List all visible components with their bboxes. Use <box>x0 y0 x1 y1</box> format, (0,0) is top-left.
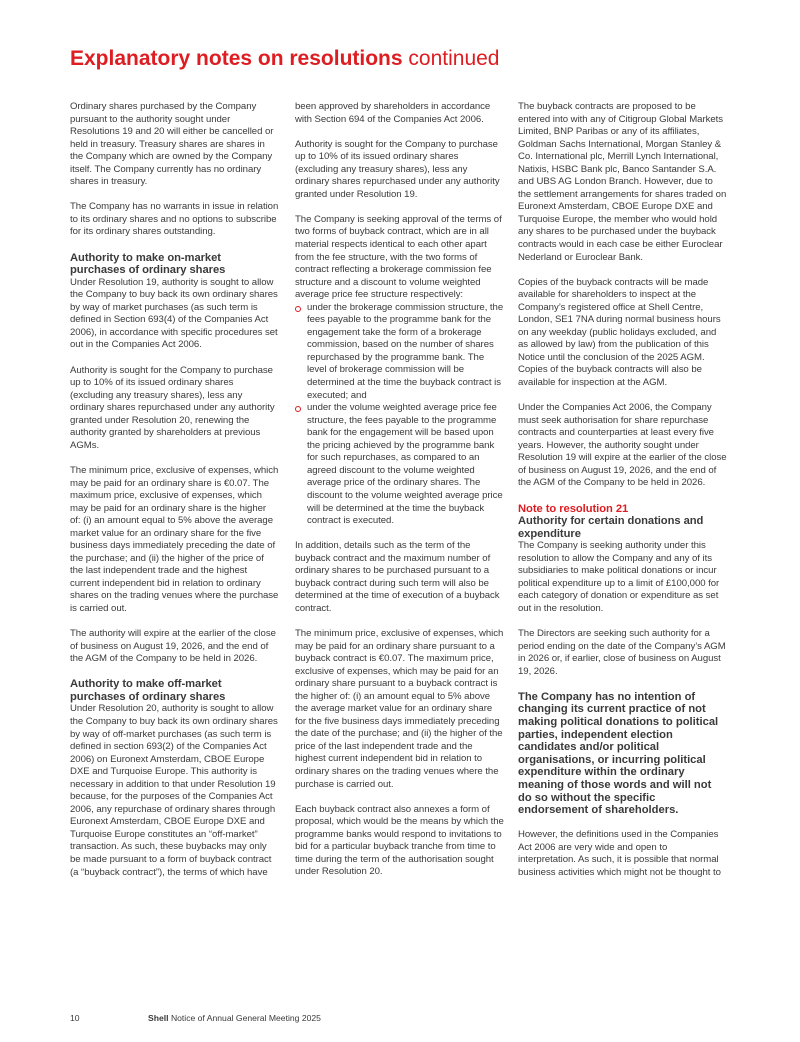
column-3 <box>518 101 727 880</box>
page-title-continued: continued <box>408 47 500 70</box>
page-number: 10 <box>70 1013 80 1023</box>
footer-title <box>148 1012 321 1024</box>
paragraph: Copies of the buyback contracts will be made available for shareholders to inspect at the Company’s registered office at Shell Centre, London, SE1 7NA during normal business hours on any weekday (public holidays excluded, and as allowed by law) from the publication of this Notice until the conclusion of the 2025 AGM. Copies of the buyback contracts will also be available for inspection at the AGM. <box>518 276 721 389</box>
section-heading-off-market: Authority to make off-market purchases of ordinary shares <box>70 678 226 703</box>
list-item-text: under the brokerage commission structure, the fees payable to the programme bank for the engagement take the form of a brokerage commission, based on the number of shares repurchased by the programme bank. The level of brokerage commission will be determined at the time the buyback contract is executed; and <box>307 301 504 401</box>
fee-structure-list <box>295 302 504 528</box>
emphasis-statement: The Company has no intention of changing its current practice of not making political donations to political parties, independent election candidates and/or political organisations, or incurring political expenditure within the ordinary meaning of those words and will not do so without the specific endorsement of shareholders. <box>518 690 719 817</box>
paragraph: The Directors are seeking such authority for a period ending on the date of the Company’s AGM in 2026 or, if earlier, close of business on August 19, 2026. <box>518 628 726 677</box>
page-footer <box>70 1012 730 1024</box>
section-heading-on-market: Authority to make on-market purchases of ordinary shares <box>70 251 226 277</box>
paragraph: In addition, details such as the term of the buyback contract and the maximum number of ordinary shares to be purchased pursuant to a buyback contract during such term will also be determined at the time of execution of a buyback contract. <box>295 540 500 614</box>
list-item <box>295 402 504 527</box>
paragraph: The buyback contracts are proposed to be entered into with any of Citigroup Global Markets Limited, BNP Paribas or any of its affiliates, Goldman Sachs International, Morgan Stanley & Co. International plc, Merrill Lynch International, Natixis, HSBC Bank plc, Banco Santander S.A. and UBS AG London Branch. However, due to the settlement arrangements for shares traded on Euronext Amsterdam, CBOE Europe DXE and Turquoise Europe, the member who would hold any shares to be purchased under the buyback contracts would in each case be either Euroclear Nederland or Euroclear Bank. <box>518 101 727 263</box>
paragraph: been approved by shareholders in accordance with Section 694 of the Companies Act 2006. <box>295 101 491 125</box>
circle-bullet-icon <box>295 406 301 412</box>
paragraph: Each buyback contract also annexes a form of proposal, which would be the means by which the programme banks would respond to invitations to bid for a particular buyback tranche from time to time during the term of the authorisation sought under Resolution 20. <box>295 803 504 878</box>
paragraph: The minimum price, exclusive of expenses, which may be paid for an ordinary share pursuant to a buyback contract is €0.07. The maximum price, exclusive of expenses, which may be paid for an ordinary share pursuant to a buyback contract is the higher of: (i) an amount equal to 5% above the average market value for an ordinary share for the five business days immediately preceding the date of the purchase; and (ii) the higher of the price of the last independent trade and the highest current independent bid in relation to ordinary shares on the trading venues where the purchase is carried out. <box>295 627 504 790</box>
paragraph: Under Resolution 19, authority is sought to allow the Company to buy back its own ordinary shares by way of market purchases (as such term is defined in Section 693(4) of the Companies Act 2006), in accordance with specific procedures set out in the Companies Act 2006. <box>70 276 278 351</box>
paragraph: The authority will expire at the earlier of the close of business on August 19, 2026, and the end of the AGM of the Company to be held in 2026. <box>70 628 276 665</box>
page-title-main: Explanatory notes on resolutions <box>70 47 403 70</box>
column-2 <box>295 101 504 879</box>
page-title <box>70 46 499 72</box>
note-label: Note to resolution 21 <box>518 502 629 515</box>
paragraph: The Company has no warrants in issue in relation to its ordinary shares and no options to subscribe for its ordinary shares outstanding. <box>70 201 279 238</box>
list-item-text: under the volume weighted average price fee structure, the fees payable to the programme bank for the engagement will be based upon the pricing achieved by the programme bank for such repurchases, as compared to an agreed discount to the volume weighted average price of the ordinary shares. The discount to the volume weighted average price will be determined at the time the buyback contract is executed. <box>307 402 503 527</box>
footer-doc-title: Notice of Annual General Meeting 2025 <box>170 1013 321 1023</box>
paragraph: The Company is seeking approval of the terms of two forms of buyback contract, which are in all material respects identical to each other apart from the fee structure, with the two forms of contract reflecting a brokerage commission fee structure and a discount to volume weighted average price fee structure respectively: <box>295 213 502 301</box>
paragraph: However, the definitions used in the Companies Act 2006 are very wide and open to interpretation. As such, it is possible that normal business activities which might not be thought to <box>518 829 721 878</box>
paragraph: The minimum price, exclusive of expenses, which may be paid for an ordinary share is €0.07. The maximum price, exclusive of expenses, which may be paid for an ordinary share is the higher of: (i) an amount equal to 5% above the average market value for an ordinary share for the five business days immediately preceding the date of the purchase; and (ii) the higher of the price of the last independent trade and the highest current independent bid in relation to ordinary shares on the trading venues where the purchase is carried out. <box>70 464 279 614</box>
circle-bullet-icon <box>295 306 301 312</box>
column-1 <box>70 101 279 879</box>
paragraph: The Company is seeking authority under this resolution to allow the Company and any of its subsidiaries to make political donations or incur political expenditure up to a limit of £100,000 for each category of donation or expenditure as set out in the resolution. <box>518 540 720 615</box>
paragraph: Under the Companies Act 2006, the Company must seek authorisation for share repurchase contracts and counterparties at least every five years. However, the authority sought under Resolution 19 will expire at the earlier of the close of business on August 19, 2026, and the end of the AGM of the Company to be held in 2026. <box>518 402 727 489</box>
paragraph: Authority is sought for the Company to purchase up to 10% of its issued ordinary shares (excluding any treasury shares), less any ordinary shares repurchased under any authority granted under Resolution 19. <box>295 138 500 200</box>
footer-brand: Shell <box>148 1013 169 1023</box>
section-heading-donations: Authority for certain donations and expenditure <box>518 515 704 540</box>
list-item <box>295 302 504 402</box>
paragraph: Under Resolution 20, authority is sought to allow the Company to buy back its own ordinary shares by way of off-market purchases (as such term is defined in section 693(2) of the Companies Act 2006) on Euronext Amsterdam, CBOE Europe DXE and Turquoise Europe. This authority is necessary in addition to that under Resolution 19 because, for the purposes of the Companies Act 2006, any repurchase of ordinary shares through Euronext Amsterdam, CBOE Europe DXE and Turquoise Europe constitutes an “off-market” transaction. As such, these buybacks may only be made pursuant to a form of buyback contract (a “buyback contract”), the terms of which have <box>70 703 278 878</box>
paragraph: Ordinary shares purchased by the Company pursuant to the authority sought under Resolutions 19 and 20 will either be cancelled or held in treasury. Treasury shares are shares in the Company which are owned by the Company itself. The Company currently has no ordinary shares in treasury. <box>70 101 274 188</box>
paragraph: Authority is sought for the Company to purchase up to 10% of its issued ordinary shares (excluding any treasury shares), less any ordinary shares repurchased under any authority granted under Resolution 20, renewing the authority granted by shareholders at previous AGMs. <box>70 364 275 451</box>
